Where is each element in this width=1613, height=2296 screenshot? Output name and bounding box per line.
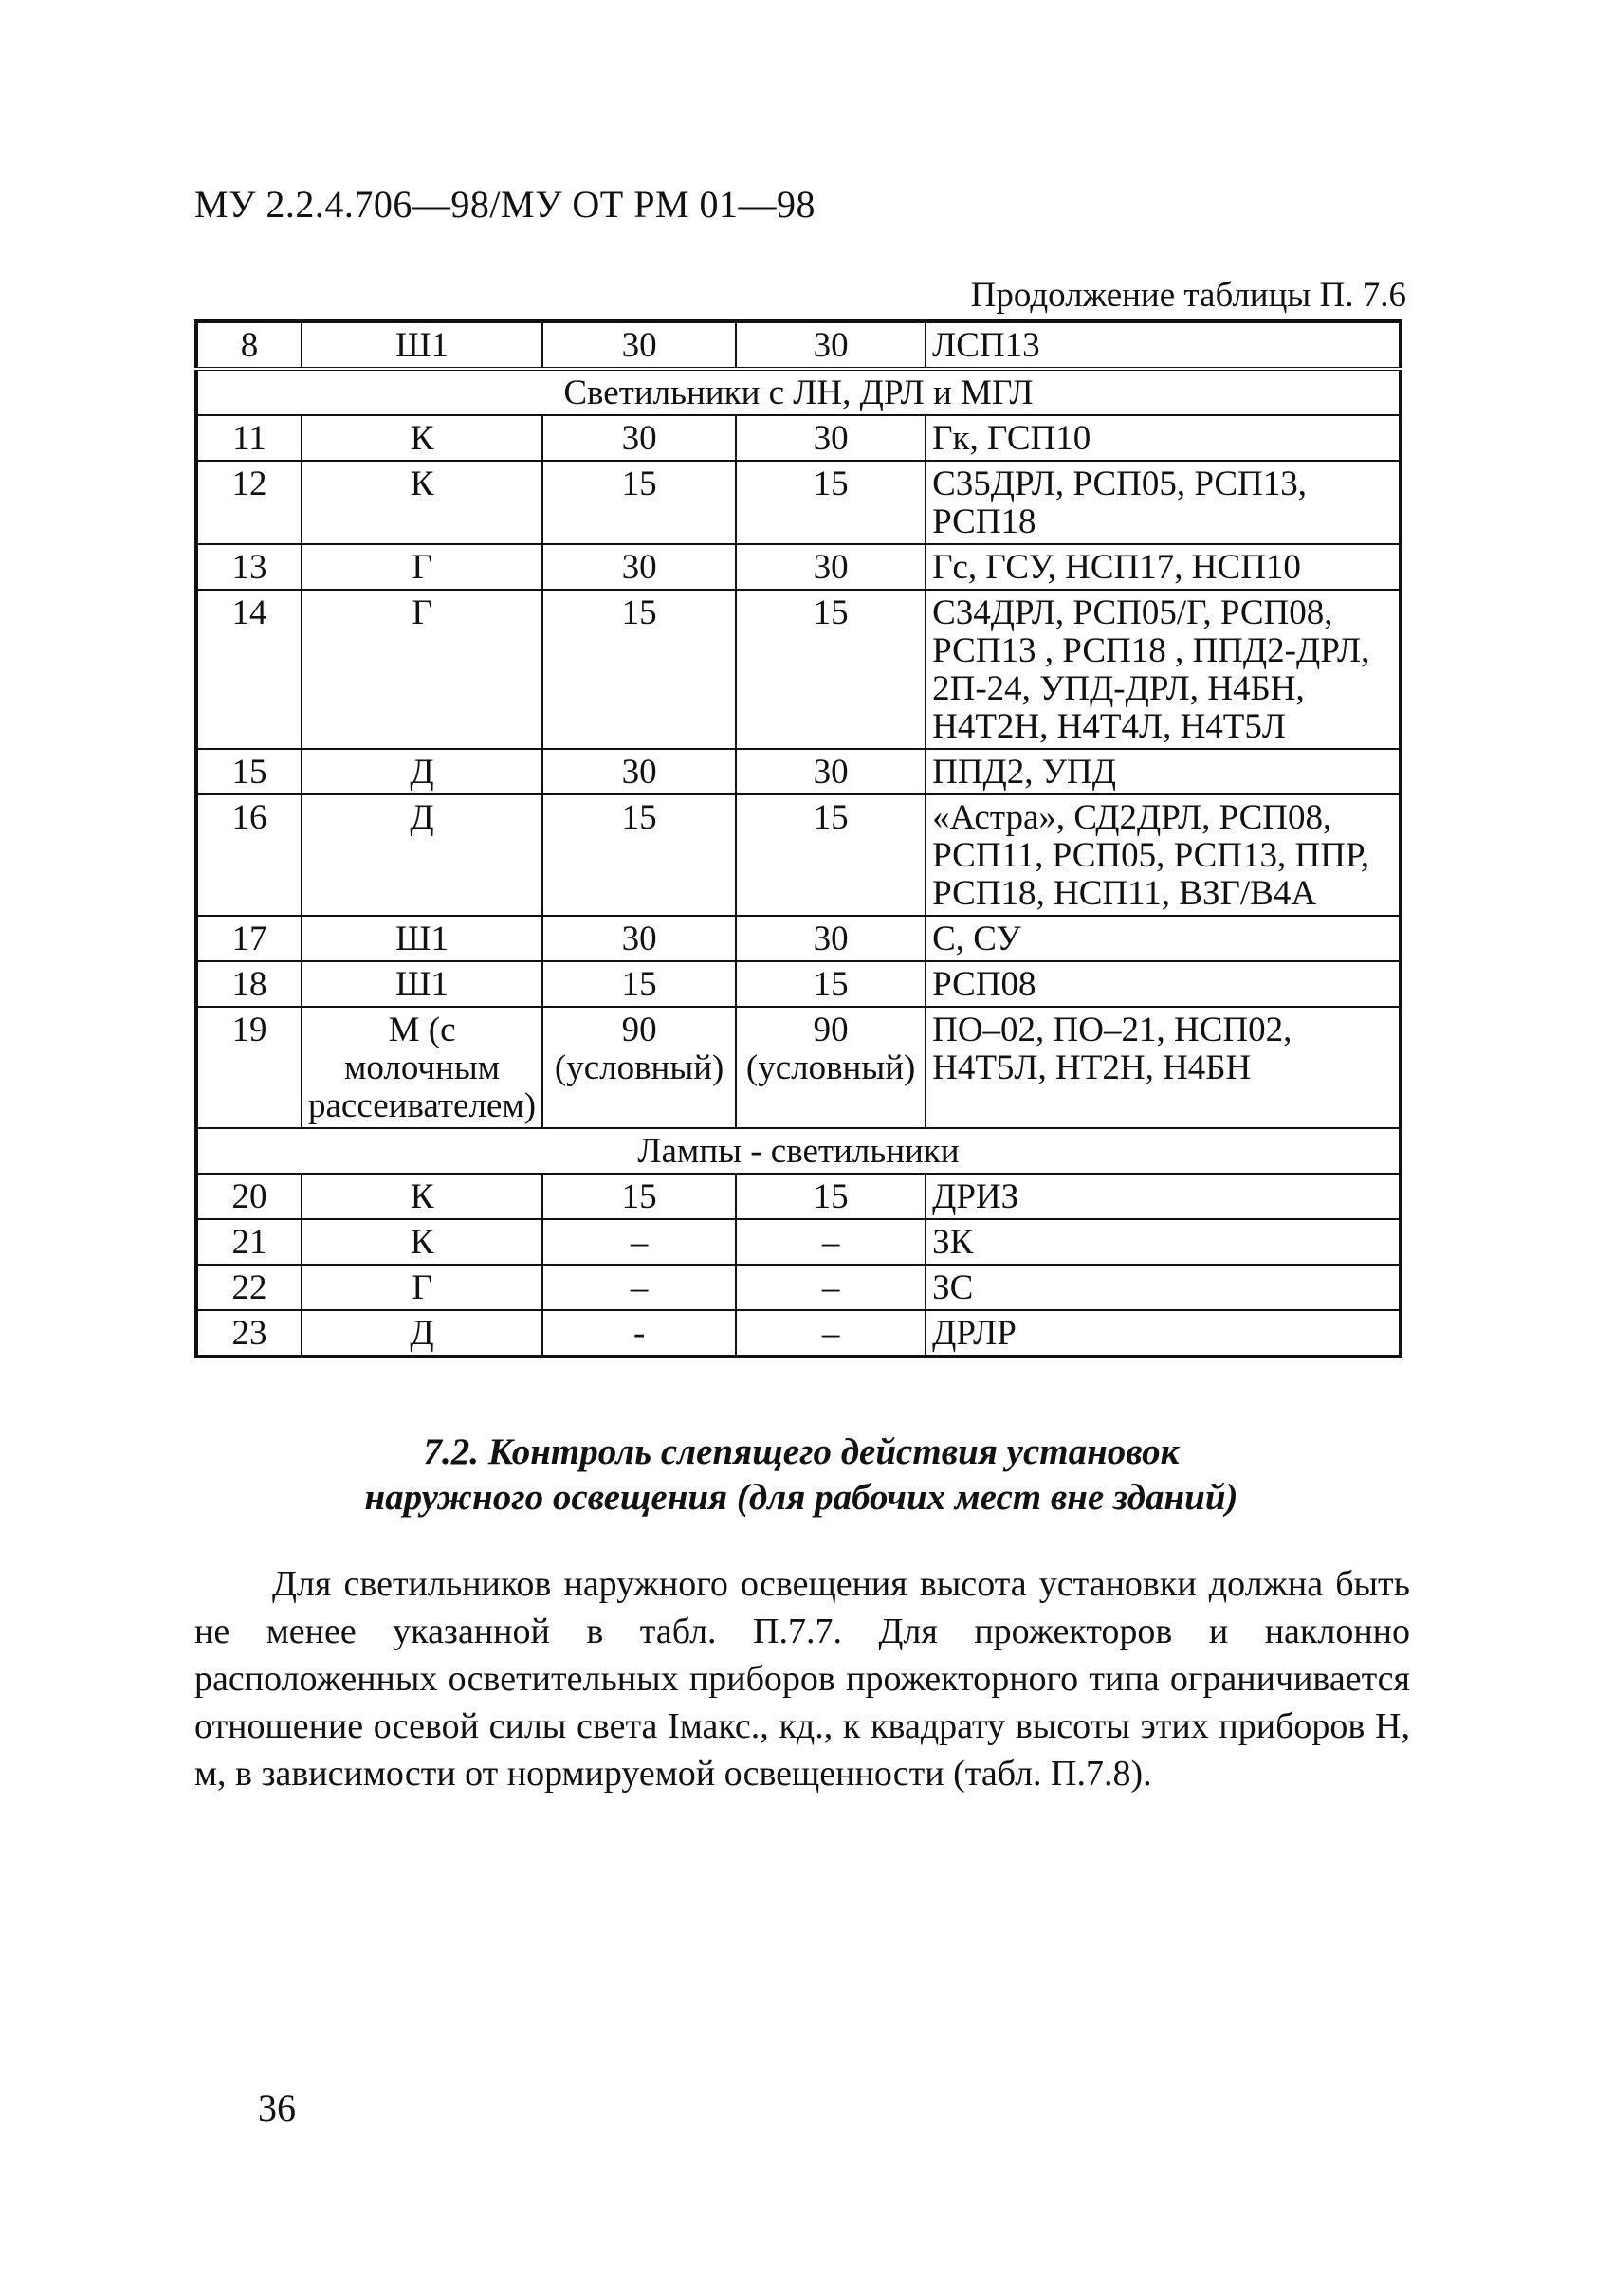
table-cell: 15 <box>542 590 736 749</box>
table-cell: 30 <box>542 916 736 961</box>
table-row <box>196 1310 1401 1357</box>
table-cell: ДРЛР <box>926 1310 1401 1357</box>
table-cell: 22 <box>196 1265 302 1310</box>
table-cell: 13 <box>196 544 302 590</box>
table-cell: 30 <box>542 749 736 794</box>
table-cell: 90 (условный) <box>542 1007 736 1128</box>
table-cell: 21 <box>196 1219 302 1265</box>
table-cell: Ш1 <box>302 916 542 961</box>
table-cell: 17 <box>196 916 302 961</box>
table-row <box>196 461 1401 544</box>
table-cell: 15 <box>542 794 736 916</box>
table-cell: 15 <box>736 461 926 544</box>
table-cell: 30 <box>736 321 926 369</box>
table-row <box>196 916 1401 961</box>
table-cell: 14 <box>196 590 302 749</box>
table-cell: 15 <box>196 749 302 794</box>
table-cell: Г <box>302 1265 542 1310</box>
table-cell: 23 <box>196 1310 302 1357</box>
table-cell: ДРИЗ <box>926 1174 1401 1219</box>
table-cell: 30 <box>542 321 736 369</box>
table-cell: Ш1 <box>302 961 542 1007</box>
table-cell: - <box>542 1310 736 1357</box>
table-row <box>196 1219 1401 1265</box>
table-cell: 16 <box>196 794 302 916</box>
table-cell: РСП08 <box>926 961 1401 1007</box>
table-cell: – <box>542 1219 736 1265</box>
table-cell: 30 <box>542 415 736 461</box>
table-cell: 30 <box>736 415 926 461</box>
table-cell: К <box>302 461 542 544</box>
page-number: 36 <box>258 2086 296 2129</box>
table-cell: ЛСП13 <box>926 321 1401 369</box>
table-cell: Д <box>302 1310 542 1357</box>
table-row <box>196 321 1401 369</box>
table-cell: С, СУ <box>926 916 1401 961</box>
table-cell: 19 <box>196 1007 302 1128</box>
table-cell: – <box>542 1265 736 1310</box>
table-cell: 12 <box>196 461 302 544</box>
table-cell: 30 <box>736 544 926 590</box>
table-cell: К <box>302 1174 542 1219</box>
table-cell: Гс, ГСУ, НСП17, НСП10 <box>926 544 1401 590</box>
table-cell: 15 <box>736 961 926 1007</box>
table-cell: 15 <box>542 1174 736 1219</box>
table-caption: Продолжение таблицы П. 7.6 <box>970 276 1406 315</box>
table-cell: «Астра», СД2ДРЛ, РСП08, РСП11, РСП05, РСП13, ППР, РСП18, НСП11, ВЗГ/В4А <box>926 794 1401 916</box>
table-cell: 30 <box>542 544 736 590</box>
table-cell: 15 <box>542 961 736 1007</box>
table-cell: 15 <box>736 1174 926 1219</box>
table-cell: Д <box>302 794 542 916</box>
table-cell: Гк, ГСП10 <box>926 415 1401 461</box>
table-cell: 20 <box>196 1174 302 1219</box>
table-cell: К <box>302 415 542 461</box>
table-cell: Г <box>302 590 542 749</box>
table-cell: Д <box>302 749 542 794</box>
table-row <box>196 544 1401 590</box>
table-cell: ПО–02, ПО–21, НСП02, Н4Т5Л, НТ2Н, Н4БН <box>926 1007 1401 1128</box>
table-cell: 30 <box>736 749 926 794</box>
table-cell: – <box>736 1310 926 1357</box>
table-cell: М (с молочным рассеивателем) <box>302 1007 542 1128</box>
table-row <box>196 749 1401 794</box>
table-cell: ППД2, УПД <box>926 749 1401 794</box>
table-cell: 30 <box>736 916 926 961</box>
table-row <box>196 1174 1401 1219</box>
table-cell: Г <box>302 544 542 590</box>
table-cell: 90 (условный) <box>736 1007 926 1128</box>
body-paragraph: Для светильников наружного освещения высота установки должна быть не менее указанной в табл. П.7.7. Для прожекторов и наклонно расположенных осветительных приборов прожекторного типа ограничивается отношение осевой силы света Iмакс., кд., к квадрату высоты этих приборов Н, м, в зависимости от нормируемой освещенности (табл. П.7.8). <box>194 1564 1410 1794</box>
table-cell: 11 <box>196 415 302 461</box>
subheading-line: наружного освещения (для рабочих мест вне зданий) <box>364 1477 1238 1518</box>
table-row <box>196 794 1401 916</box>
table-cell: 8 <box>196 321 302 369</box>
table-cell: К <box>302 1219 542 1265</box>
table-cell: ЗС <box>926 1265 1401 1310</box>
table-row <box>196 590 1401 749</box>
table-cell: 15 <box>736 590 926 749</box>
table-cell: 15 <box>542 461 736 544</box>
lighting-table <box>194 319 1402 1358</box>
table-row <box>196 415 1401 461</box>
table-row <box>196 1265 1401 1310</box>
table-cell: – <box>736 1219 926 1265</box>
table-cell: – <box>736 1265 926 1310</box>
table-cell: 18 <box>196 961 302 1007</box>
table-cell: ЗК <box>926 1219 1401 1265</box>
section-subheading <box>194 1430 1408 1521</box>
table-cell: С34ДРЛ, РСП05/Г, РСП08, РСП13 , РСП18 , ППД2-ДРЛ, 2П-24, УПД-ДРЛ, Н4БН, Н4Т2Н, Н4Т4Л, Н4Т5Л <box>926 590 1401 749</box>
section-heading: Светильники с ЛН, ДРЛ и МГЛ <box>196 369 1401 415</box>
section-heading: Лампы - светильники <box>196 1128 1401 1174</box>
section-row <box>196 1128 1401 1174</box>
section-row <box>196 369 1401 415</box>
table-row <box>196 1007 1401 1128</box>
subheading-line: 7.2. Контроль слепящего действия установок <box>423 1431 1180 1472</box>
document-header: МУ 2.2.4.706—98/МУ ОТ РМ 01—98 <box>194 183 816 226</box>
table-cell: 15 <box>736 794 926 916</box>
table-row <box>196 961 1401 1007</box>
table-cell: Ш1 <box>302 321 542 369</box>
table-cell: С35ДРЛ, РСП05, РСП13, РСП18 <box>926 461 1401 544</box>
